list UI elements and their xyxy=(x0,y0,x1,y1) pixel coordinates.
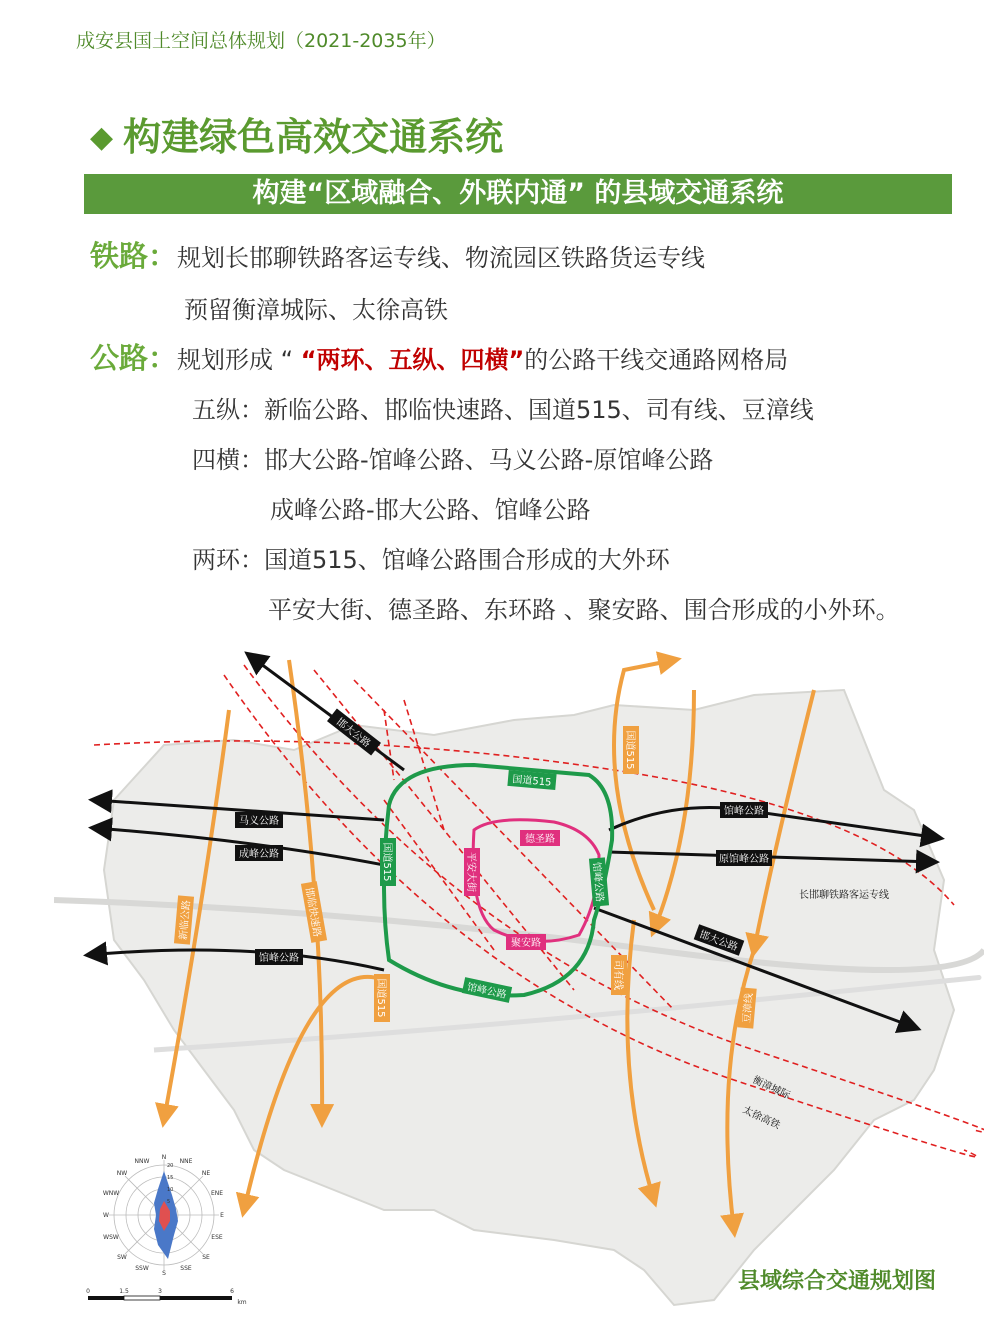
wind-rose xyxy=(103,1154,224,1277)
svg-text:豆漳线: 豆漳线 xyxy=(741,992,756,1024)
windrose-dir-sw: SW xyxy=(117,1254,127,1261)
svg-text:邯大公路: 邯大公路 xyxy=(333,716,373,750)
svg-text:新临公路: 新临公路 xyxy=(178,899,193,941)
label-gd515-ring-left xyxy=(380,838,396,886)
windrose-dir-ne: NE xyxy=(201,1170,211,1177)
svg-text:平安大街: 平安大街 xyxy=(465,852,476,892)
windrose-ring-15: 15 xyxy=(167,1175,174,1181)
windrose-ring-5: 5 xyxy=(167,1199,171,1205)
label-juan xyxy=(506,934,546,950)
rail-label: 铁路： xyxy=(90,239,178,273)
page-title-text: 构建绿色高效交通系统 xyxy=(123,115,504,159)
transport-plan-map xyxy=(54,650,984,1320)
windrose-dir-ese: ESE xyxy=(211,1234,223,1241)
road-lianghuan-2: 平安大街、德圣路、东环路 、聚安路、围合形成的小外环。 xyxy=(268,596,900,624)
windrose-dir-ene: ENE xyxy=(210,1190,224,1197)
label-rail-chl: 长邯聊铁路客运专线 xyxy=(799,890,889,901)
road-siheng-1: 四横：邯大公路-馆峰公路、马义公路-原馆峰公路 xyxy=(192,446,714,474)
windrose-dir-nnw: NNW xyxy=(134,1158,150,1165)
svg-text:邯大公路: 邯大公路 xyxy=(697,929,740,954)
label-guanfeng-w xyxy=(255,949,303,965)
windrose-dir-wnw: WNW xyxy=(102,1190,120,1197)
rail-text-2: 预留衡漳城际、太徐高铁 xyxy=(184,296,448,324)
road-wuzong: 五纵：新临公路、邯临快速路、国道515、司有线、豆漳线 xyxy=(192,396,814,424)
scale-6: 6 xyxy=(230,1288,234,1295)
document-header: 成安县国土空间总体规划（2021-2035年） xyxy=(76,30,446,52)
label-pingan xyxy=(464,848,480,896)
label-siyou xyxy=(611,955,627,995)
label-chengfeng xyxy=(235,845,283,861)
svg-text:国道515: 国道515 xyxy=(381,842,392,882)
svg-text:国道515: 国道515 xyxy=(511,774,552,789)
label-rail-hz: 衡漳城际 xyxy=(750,1074,792,1102)
road-label: 公路： xyxy=(90,341,178,375)
road-highlight: “两环、五纵、四横” xyxy=(300,346,525,374)
label-gd515-south xyxy=(374,974,390,1022)
windrose-dir-e: E xyxy=(220,1212,224,1219)
windrose-dir-sse: SSE xyxy=(180,1265,192,1272)
road-lianghuan-1: 两环：国道515、馆峰公路围合形成的大外环 xyxy=(192,546,670,574)
scale-3: 3 xyxy=(158,1288,162,1295)
windrose-dir-nne: NNE xyxy=(179,1158,193,1165)
page-title xyxy=(90,106,503,161)
windrose-dir-w: W xyxy=(103,1212,109,1219)
svg-text:馆峰公路: 馆峰公路 xyxy=(465,981,508,1002)
svg-text:德圣路: 德圣路 xyxy=(525,834,555,845)
windrose-dir-nw: NW xyxy=(116,1170,128,1177)
road-prefix: 规划形成 “ xyxy=(177,346,301,374)
windrose-dir-n: N xyxy=(161,1154,167,1161)
road-line-1 xyxy=(90,336,788,377)
label-yuanguanfeng xyxy=(716,850,772,866)
scale-unit: km xyxy=(237,1299,247,1306)
svg-text:司有线: 司有线 xyxy=(612,960,623,990)
label-mayi xyxy=(235,812,283,828)
section-banner: 构建“区域融合、外联内通” 的县域交通系统 xyxy=(84,174,952,214)
svg-text:馆峰公路: 馆峰公路 xyxy=(259,953,299,964)
scale-1-5: 1.5 xyxy=(119,1288,129,1295)
svg-text:邯临快速路: 邯临快速路 xyxy=(302,886,323,938)
svg-text:馆峰公路: 馆峰公路 xyxy=(724,806,764,817)
map-caption: 县域综合交通规划图 xyxy=(738,1269,937,1294)
label-desheng xyxy=(520,830,560,846)
scale-bar xyxy=(86,1288,247,1306)
rail-text-1: 规划长邯聊铁路客运专线、物流园区铁路货运专线 xyxy=(177,244,706,272)
svg-text:国道515: 国道515 xyxy=(624,730,635,770)
road-suffix: 的公路干线交通路网格局 xyxy=(524,346,789,374)
windrose-ring-10: 10 xyxy=(167,1187,174,1193)
svg-text:馆峰公路: 馆峰公路 xyxy=(590,861,605,903)
label-rail-tx: 太徐高铁 xyxy=(740,1104,782,1132)
windrose-ring-20: 20 xyxy=(167,1163,174,1169)
label-gd515-north xyxy=(623,726,639,774)
windrose-dir-wsw: WSW xyxy=(103,1234,119,1241)
windrose-dir-se: SE xyxy=(202,1254,210,1261)
svg-text:马义公路: 马义公路 xyxy=(239,816,279,827)
rail-line-1 xyxy=(90,234,705,275)
windrose-dir-ssw: SSW xyxy=(135,1265,149,1272)
windrose-dir-s: S xyxy=(162,1270,166,1277)
svg-text:国道515: 国道515 xyxy=(375,978,386,1018)
svg-text:成峰公路: 成峰公路 xyxy=(239,849,279,860)
label-guanfeng-ne xyxy=(720,802,768,818)
svg-text:聚安路: 聚安路 xyxy=(511,938,541,949)
svg-text:原馆峰公路: 原馆峰公路 xyxy=(719,854,769,865)
diamond-bullet-icon: ◆ xyxy=(90,120,114,155)
road-siheng-2: 成峰公路-邯大公路、馆峰公路 xyxy=(270,496,591,524)
scale-0: 0 xyxy=(86,1288,90,1295)
